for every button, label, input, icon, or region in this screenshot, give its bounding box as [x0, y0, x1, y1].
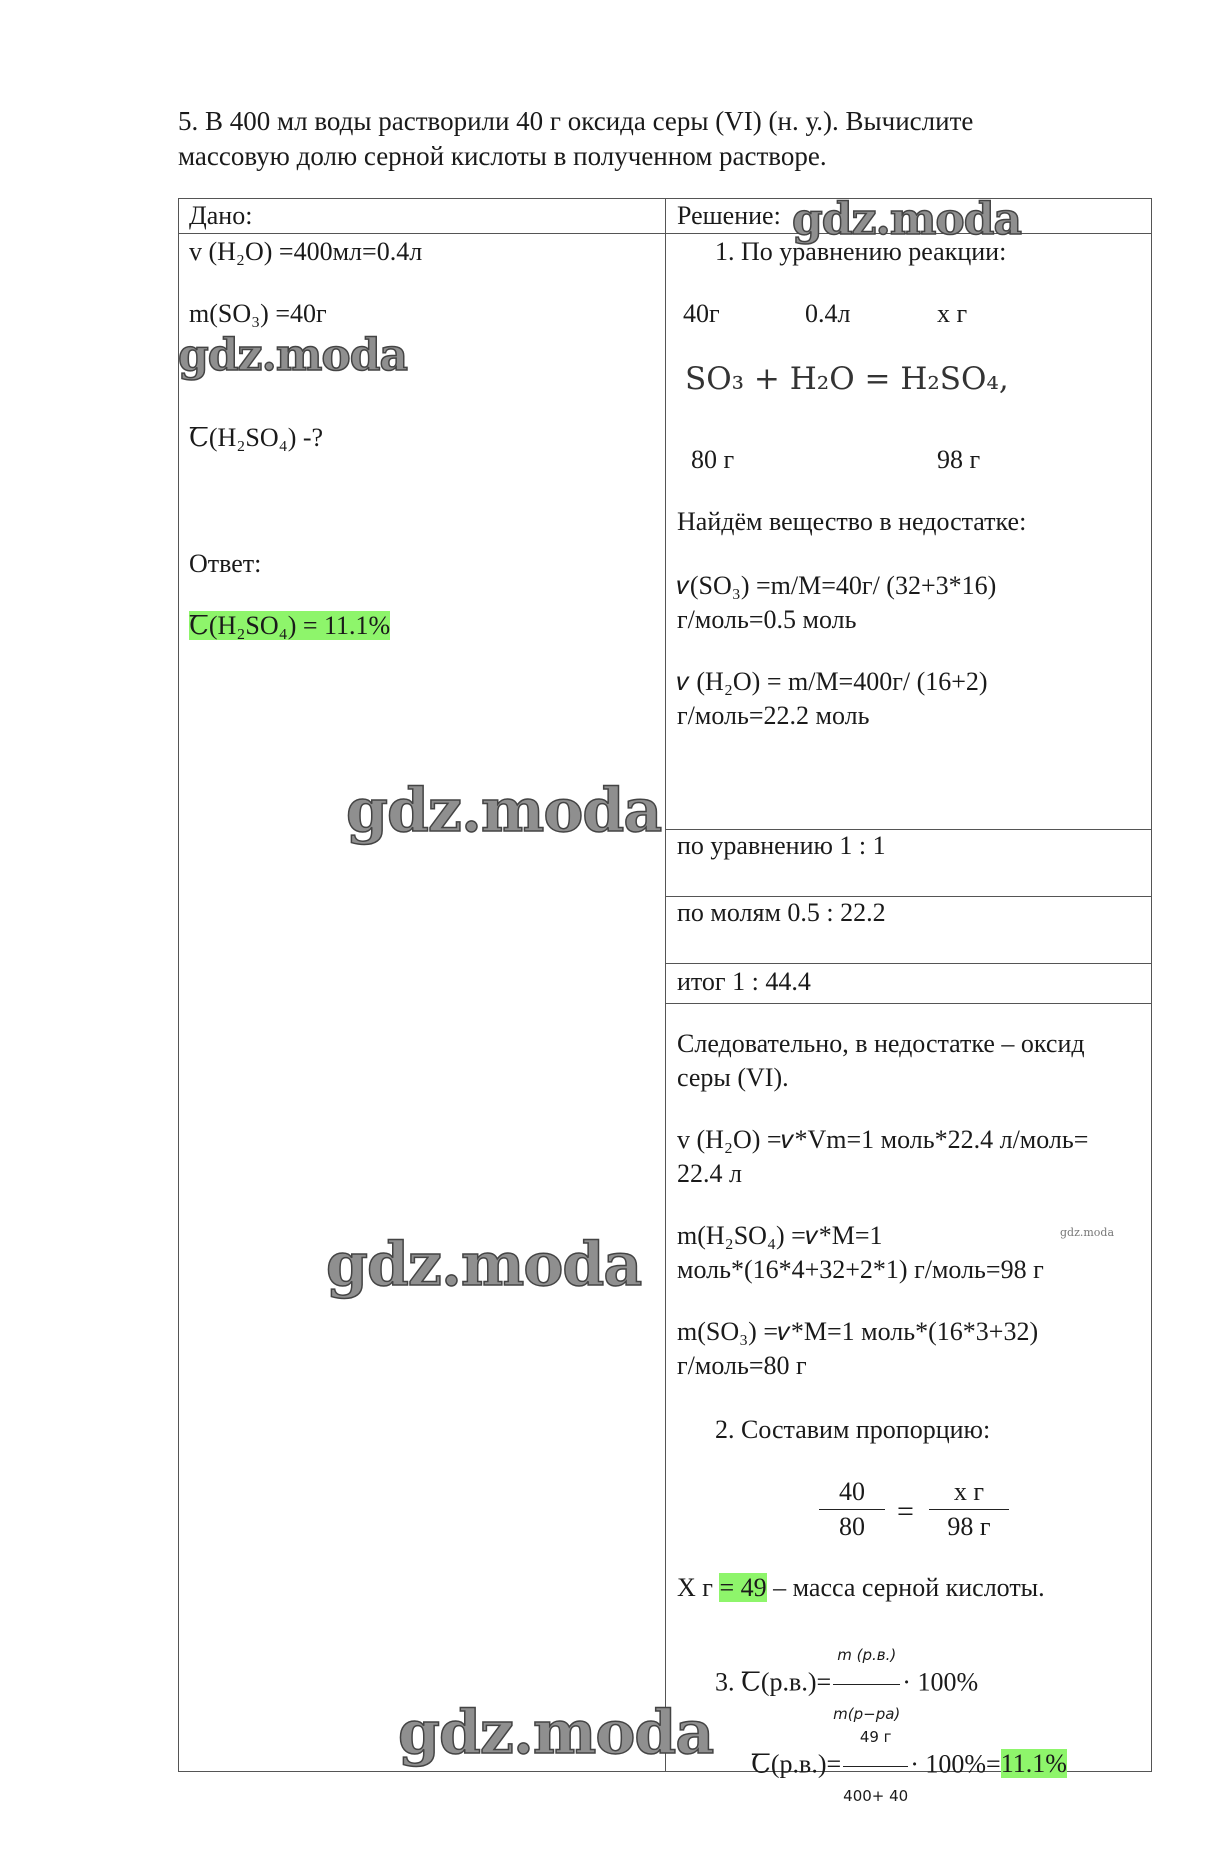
given-mass-so3: m(SO₃) =40г	[189, 299, 327, 328]
final-value-highlight: 11.1%	[1000, 1749, 1067, 1779]
problem-line-1: 5. В 400 мл воды растворили 40 г оксида серы (VI) (н. у.). Вычислите	[178, 106, 974, 136]
solution-header: Решение:	[677, 201, 781, 230]
mass-so3-line-1: m(SO₃) =𝜈*M=1 моль*(16*3+32)	[677, 1317, 1039, 1346]
volume-h2o-line-2: 22.4 л	[677, 1159, 742, 1188]
column-divider	[665, 199, 666, 1771]
find-mass-fraction: Ꞇ(H₂SO₄) -?	[189, 423, 324, 452]
nu-h2o-line-2: г/моль=22.2 моль	[677, 701, 870, 730]
watermark-top-right: gdz.moda	[792, 194, 1022, 245]
deficit-heading: Найдём вещество в недостатке:	[677, 507, 1027, 536]
solution-table	[178, 198, 1152, 1805]
watermark-small: gdz.moda	[1060, 1226, 1115, 1239]
above-h2o: 0.4л	[805, 299, 851, 328]
proportion-left-fraction	[819, 1477, 885, 1542]
final-numerator: 49 г	[843, 1709, 908, 1767]
nu-so3-line-2: г/моль=0.5 моль	[677, 605, 857, 634]
conclusion-line-2: серы (VI).	[677, 1063, 789, 1092]
final-calculation	[751, 1709, 1067, 1824]
reaction-equation: SO₃ + H₂O = H₂SO₄,	[685, 361, 1009, 397]
proportion-right-numerator: х г	[929, 1477, 1009, 1510]
above-h2so4: х г	[937, 299, 968, 328]
watermark-bottom: gdz.moda	[398, 1698, 714, 1768]
x-value-highlight: = 49	[719, 1573, 767, 1602]
row-divider-3	[665, 963, 1151, 964]
final-middle: · 100%=	[910, 1749, 1001, 1779]
proportion-left-denominator: 80	[839, 1512, 865, 1541]
watermark-center-lower: gdz.moda	[326, 1230, 642, 1300]
x-result	[677, 1571, 1045, 1605]
step-3-denominator: m(р−ра)	[833, 1705, 901, 1723]
watermark-left-upper: gdz.moda	[178, 330, 408, 381]
step-2: 2. Составим пропорцию:	[715, 1415, 991, 1444]
given-volume-water: v (H₂O) =400мл=0.4л	[189, 237, 423, 266]
mass-so3-line-2: г/моль=80 г	[677, 1351, 807, 1380]
nu-h2o-line-1: 𝜈 (H₂O) = m/M=400г/ (16+2)	[677, 667, 988, 696]
nu-so3-line-1: 𝜈(SO₃) =m/M=40г/ (32+3*16)	[677, 571, 997, 600]
problem-statement	[178, 104, 1078, 174]
step-3-numerator: m (р.в.)	[833, 1627, 900, 1685]
below-h2so4: 98 г	[937, 445, 981, 474]
answer-highlight: Ꞇ(H₂SO₄) = 11.1%	[189, 611, 391, 640]
conclusion-line-1: Следовательно, в недостатке – оксид	[677, 1029, 1085, 1058]
answer-label: Ответ:	[189, 549, 262, 578]
above-so3: 40г	[683, 299, 720, 328]
ratio-by-equation: по уравнению 1 : 1	[677, 831, 886, 860]
x-prefix: Х г	[677, 1573, 720, 1602]
proportion-right-denominator: 98 г	[947, 1512, 991, 1541]
ratio-by-moles: по молям 0.5 : 22.2	[677, 898, 886, 927]
final-denominator: 400+ 40	[843, 1787, 909, 1805]
mass-h2so4-line-2: моль*(16*4+32+2*1) г/моль=98 г	[677, 1255, 1044, 1284]
volume-h2o-line-1: v (H₂O) =𝜈*Vm=1 моль*22.4 л/моль=	[677, 1125, 1089, 1154]
proportion-left-numerator: 40	[819, 1477, 885, 1510]
proportion-right-fraction	[929, 1477, 1009, 1542]
row-divider-4	[665, 1003, 1151, 1004]
watermark-center-upper: gdz.moda	[346, 776, 662, 846]
problem-line-2: массовую долю серной кислоты в полученном растворе.	[178, 141, 827, 171]
step-3-suffix: · 100%	[902, 1667, 979, 1697]
step-1: 1. По уравнению реакции:	[715, 237, 1007, 266]
given-header: Дано:	[189, 201, 253, 230]
final-prefix: Ꞇ(р.в.)=	[751, 1749, 842, 1779]
x-suffix: – масса серной кислоты.	[766, 1573, 1045, 1602]
below-so3: 80 г	[691, 445, 735, 474]
step-3-prefix: 3. Ꞇ(р.в.)=	[715, 1667, 832, 1697]
proportion-equals: =	[897, 1495, 914, 1528]
final-fraction	[843, 1709, 908, 1824]
mass-h2so4-line-1: m(H₂SO₄) =𝜈*M=1	[677, 1221, 883, 1250]
answer-value	[189, 609, 390, 643]
ratio-total: итог 1 : 44.4	[677, 967, 811, 996]
